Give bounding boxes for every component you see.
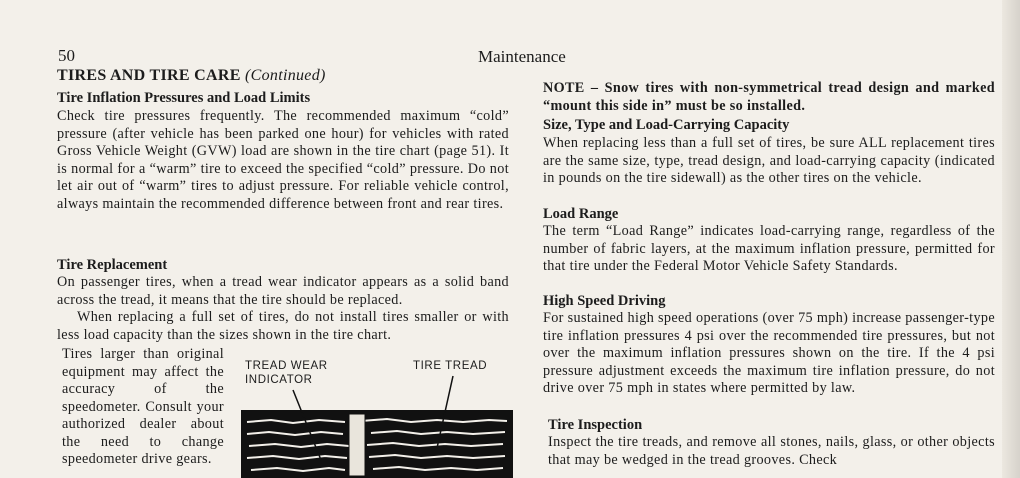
paragraph-tire-inspection: Inspect the tire treads, and remove all stones, nails, glass, or other objects that may be wedged in the tread grooves. Check <box>548 434 995 468</box>
section-title <box>57 67 326 85</box>
heading-replacement: Tire Replacement <box>57 257 168 273</box>
paragraph-replacement-2: When replacing a full set of tires, do not install tires smaller or with less load capacity than the sizes shown in the tire chart. <box>57 309 509 343</box>
wear-indicator-band <box>349 414 365 476</box>
page-edge <box>1002 0 1020 478</box>
label-tread-wear: TREAD WEAR <box>245 360 328 372</box>
label-tire-tread: TIRE TREAD <box>413 360 488 372</box>
page-number: 50 <box>58 46 75 65</box>
tire-tread-illustration <box>241 360 517 478</box>
paragraph-larger-tires: Tires larger than original equipment may affect the accuracy of the speedometer. Consult your authorized dealer about the need to change speedometer drive gears. <box>62 346 224 467</box>
heading-load-range: Load Range <box>543 206 619 222</box>
section-title-main: TIRES AND TIRE CARE <box>57 67 241 84</box>
paragraph-high-speed: For sustained high speed operations (over 75 mph) increase passenger-type tire inflation pressures 4 psi over the recommended tire pressures, but not over the maximum inflation pressures shown on the tire. If the 4 psi pressure adjustment exceeds the maximum tire inflation pressure, do not drive over 75 mph in states where permitted by law. <box>543 310 995 396</box>
note-snow-tires: NOTE – Snow tires with non-symmetrical tread design and marked “mount this side in” must be so installed. <box>543 80 995 114</box>
section-title-continued: (Continued) <box>245 67 326 84</box>
heading-inflation: Tire Inflation Pressures and Load Limits <box>57 90 311 106</box>
heading-high-speed: High Speed Driving <box>543 293 666 309</box>
paragraph-replacement-1: On passenger tires, when a tread wear indicator appears as a solid band across the tread, it means that the tire should be replaced. <box>57 274 509 308</box>
heading-size-type: Size, Type and Load-Carrying Capacity <box>543 117 790 133</box>
paragraph-load-range: The term “Load Range” indicates load-carrying range, regardless of the number of fabric layers, at the maximum inflation pressure, permitted for that tire under the Federal Motor Vehicle Safety Standards. <box>543 223 995 274</box>
heading-tire-inspection: Tire Inspection <box>548 417 643 433</box>
tread-wear-diagram <box>241 360 517 478</box>
label-indicator: INDICATOR <box>245 374 313 386</box>
paragraph-size-type: When replacing less than a full set of tires, be sure ALL replacement tires are the same size, type, tread design, and load-carrying capacity (indicated in pounds on the tire sidewall) as the other tires on the vehicle. <box>543 135 995 186</box>
paragraph-inflation: Check tire pressures frequently. The recommended maximum “cold” pressure (after vehicle has been parked one hour) for vehicles with rated Gross Vehicle Weight (GVW) load are shown in the tire chart (page 51). It is normal for a “warm” tire to exceed the specified “cold” pressure. Do not let air out of “warm” tires to adjust pressure. For reliable vehicle control, always maintain the recommended difference between front and rear tires. <box>57 108 509 212</box>
running-head: Maintenance <box>478 47 566 66</box>
